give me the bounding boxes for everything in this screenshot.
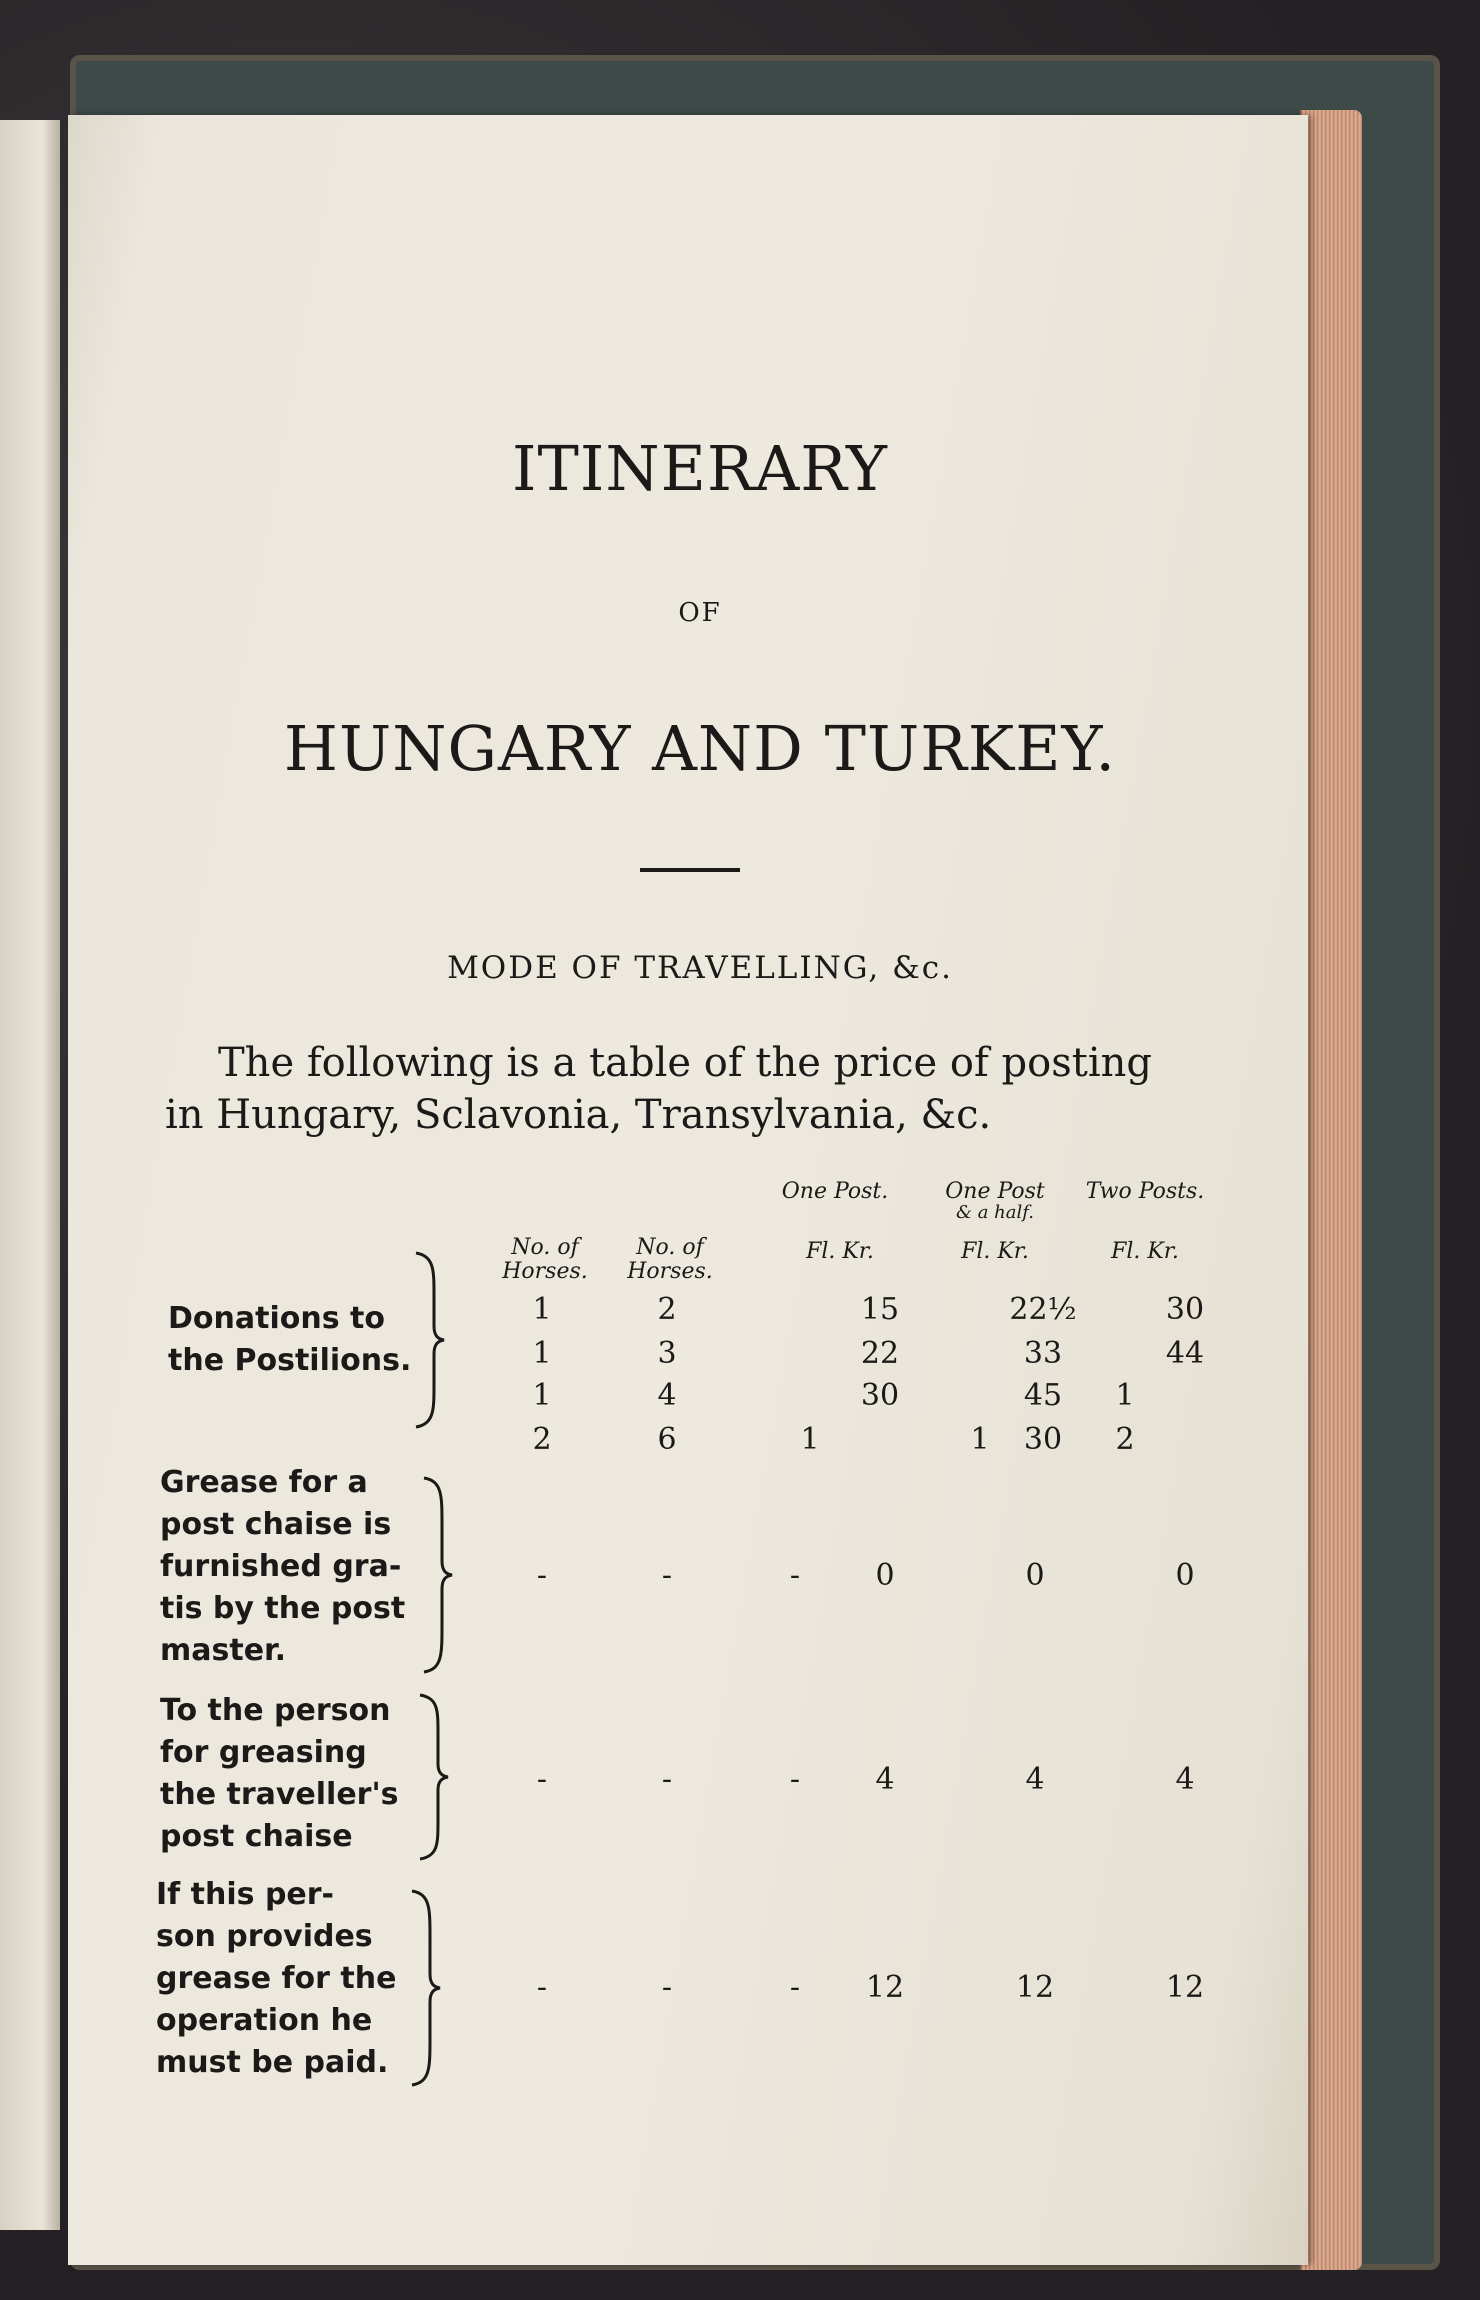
donation-cell-kr3: 30 — [1165, 1292, 1205, 1327]
donation-cell-kr3: 44 — [1165, 1336, 1205, 1371]
intro-line-1: The following is a table of the price of posting — [218, 1040, 1152, 1086]
grease-cell: - — [536, 1558, 548, 1593]
header-fl-kr-2: Fl. Kr. — [961, 1239, 1029, 1264]
label-greasing-line3: the traveller's — [160, 1777, 399, 1812]
provides-cell: 12 — [865, 1970, 905, 2005]
label-provides-line3: grease for the — [156, 1961, 397, 1996]
label-donations-line2: the Postilions. — [168, 1343, 412, 1378]
provides-cell: - — [661, 1970, 673, 2005]
donation-cell-a: 2 — [532, 1422, 552, 1457]
section-heading: MODE OF TRAVELLING, &c. — [447, 950, 953, 986]
donation-cell-a: 1 — [532, 1336, 552, 1371]
brace-grease — [416, 1475, 456, 1675]
title-connector: OF — [678, 598, 722, 628]
grease-cell: 0 — [1175, 1558, 1195, 1593]
donation-cell-a: 1 — [532, 1292, 552, 1327]
greasing-cell: - — [789, 1762, 801, 1797]
label-greasing-line1: To the person — [160, 1693, 391, 1728]
donation-cell-b: 3 — [657, 1336, 677, 1371]
label-grease-line3: furnished gra- — [160, 1549, 402, 1584]
label-provides-line1: If this per- — [156, 1877, 335, 1912]
donation-cell-kr2: 33 — [1023, 1336, 1063, 1371]
page-title: ITINERARY — [511, 432, 888, 505]
brace-provides — [404, 1888, 444, 2088]
provides-cell: 12 — [1165, 1970, 1205, 2005]
intro-line-2: in Hungary, Sclavonia, Transylvania, &c. — [165, 1092, 992, 1138]
donation-cell-a: 1 — [532, 1378, 552, 1413]
grease-cell: - — [789, 1558, 801, 1593]
brace-greasing — [412, 1692, 452, 1862]
label-greasing — [160, 1690, 399, 1858]
header-two-posts: Two Posts. — [1085, 1179, 1205, 1204]
greasing-cell: - — [661, 1762, 673, 1797]
header-one-post-half-line1: One Post — [945, 1179, 1045, 1204]
label-grease-line5: master. — [160, 1633, 286, 1668]
header-horses-a-line2: Horses. — [502, 1259, 588, 1284]
donation-cell-b: 2 — [657, 1292, 677, 1327]
greasing-cell: - — [536, 1762, 548, 1797]
label-grease-line2: post chaise is — [160, 1507, 392, 1542]
donation-cell-kr2: 30 — [1023, 1422, 1063, 1457]
label-donations — [168, 1298, 411, 1382]
label-donations-line1: Donations to — [168, 1301, 385, 1336]
donation-cell-kr1: 22 — [860, 1336, 900, 1371]
label-grease — [160, 1462, 405, 1672]
label-provides — [156, 1874, 396, 2084]
label-provides-line5: must be paid. — [156, 2045, 389, 2080]
greasing-cell: 4 — [1025, 1762, 1045, 1797]
greasing-cell: 4 — [875, 1762, 895, 1797]
greasing-cell: 4 — [1175, 1762, 1195, 1797]
label-grease-line4: tis by the post — [160, 1591, 406, 1626]
header-horses-b-line1: No. of — [636, 1235, 704, 1260]
donation-cell-fl3: 2 — [1115, 1422, 1135, 1457]
header-horses-a — [490, 1236, 600, 1284]
header-one-post: One Post. — [781, 1179, 889, 1204]
page-subtitle: HUNGARY AND TURKEY. — [283, 712, 1117, 785]
donation-cell-kr1: 15 — [860, 1292, 900, 1327]
header-one-post-half — [925, 1180, 1065, 1222]
header-fl-kr-1: Fl. Kr. — [806, 1239, 874, 1264]
header-horses-b — [615, 1236, 725, 1284]
provides-cell: - — [536, 1970, 548, 2005]
donation-cell-fl2: 1 — [970, 1422, 990, 1457]
grease-cell: 0 — [1025, 1558, 1045, 1593]
grease-cell: 0 — [875, 1558, 895, 1593]
brace-donations — [408, 1250, 448, 1430]
donation-cell-fl3: 1 — [1115, 1378, 1135, 1413]
provides-cell: 12 — [1015, 1970, 1055, 2005]
donation-cell-kr2: 22½ — [1009, 1292, 1077, 1327]
donation-cell-b: 4 — [657, 1378, 677, 1413]
label-provides-line2: son provides — [156, 1919, 373, 1954]
donation-cell-fl1: 1 — [800, 1422, 820, 1457]
provides-cell: - — [789, 1970, 801, 2005]
header-horses-b-line2: Horses. — [627, 1259, 713, 1284]
title-rule — [640, 868, 740, 872]
donation-cell-kr1: 30 — [860, 1378, 900, 1413]
header-fl-kr-3: Fl. Kr. — [1111, 1239, 1179, 1264]
grease-cell: - — [661, 1558, 673, 1593]
donation-cell-kr2: 45 — [1023, 1378, 1063, 1413]
donation-cell-b: 6 — [657, 1422, 677, 1457]
label-grease-line1: Grease for a — [160, 1465, 368, 1500]
label-greasing-line2: for greasing — [160, 1735, 367, 1770]
header-one-post-half-line2: & a half. — [955, 1202, 1035, 1223]
label-greasing-line4: post chaise — [160, 1819, 353, 1854]
label-provides-line4: operation he — [156, 2003, 373, 2038]
header-horses-a-line1: No. of — [511, 1235, 579, 1260]
